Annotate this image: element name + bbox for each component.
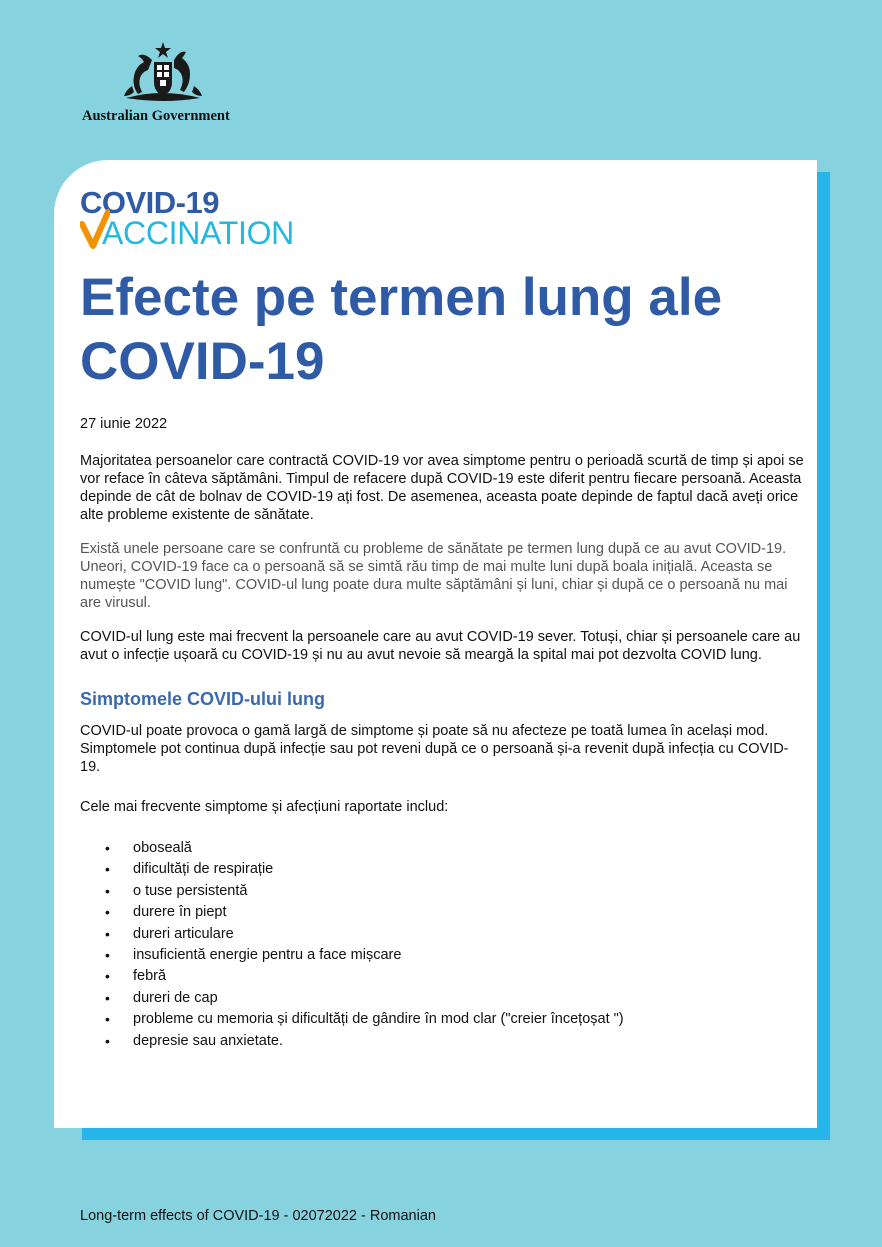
list-item: • dureri articulare: [80, 924, 808, 945]
logo-text-covid: COVID-19: [80, 185, 219, 220]
list-item: • durere în piept: [80, 902, 808, 923]
list-item: • dureri de cap: [80, 988, 808, 1009]
list-item: • insuficientă energie pentru a face mișcare: [80, 945, 808, 966]
page-title: Efecte pe termen lung ale COVID-19: [80, 268, 723, 391]
symptoms-heading: Simptomele COVID-ului lung: [80, 689, 326, 709]
list-item: • dificultăți de respirație: [80, 859, 808, 880]
list-item: • oboseală: [80, 838, 808, 859]
coat-of-arms-icon: [118, 40, 208, 106]
list-item: • febră: [80, 966, 808, 987]
document-body: [80, 416, 808, 1052]
intro-paragraph: Majoritatea persoanelor care contractă COVID-19 vor avea simptome pentru o perioadă scurtă de timp și apoi se vor reface în câteva săptămâni. Timpul de refacere după COVID-19 este diferit pentru fiecare persoană. Aceasta depinde de cât de bolnav de COVID-19 ați fost. De asemenea, aceasta poate depinde de faptul dacă aveți orice alte probleme existente de sănătate.: [80, 453, 804, 523]
logo-text-vaccination: ACCINATION: [102, 215, 294, 251]
list-item: • probleme cu memoria și dificultăți de gândire în mod clar ("creier încețoșat "): [80, 1009, 808, 1030]
list-item: • o tuse persistentă: [80, 881, 808, 902]
covid-vaccination-logo: [80, 186, 320, 252]
long-covid-paragraph: Există unele persoane care se confruntă cu probleme de sănătate pe termen lung după ce au avut COVID-19. Uneori, COVID-19 face ca o persoană să se simtă rău timp de mai multe luni după boala inițială. Aceasta se numește "COVID lung". COVID-ul lung poate dura multe săptămâni și luni, chiar și după ce o persoană nu mai are virusul.: [80, 541, 788, 611]
severity-paragraph: COVID-ul lung este mai frecvent la persoanele care au avut COVID-19 sever. Totuși, chiar și persoanele care au avut o infecție ușoară cu COVID-19 și nu au avut nevoie să meargă la spital mai pot dezvolta COVID lung.: [80, 629, 801, 663]
list-item: • depresie sau anxietate.: [80, 1031, 808, 1052]
symptoms-intro-paragraph: COVID-ul poate provoca o gamă largă de simptome și poate să nu afecteze pe toată lumea în același mod. Simptomele pot continua după infecție sau pot reveni după ce o persoană și-a revenit după infecția cu COVID-19.: [80, 723, 789, 775]
publication-date: 27 iunie 2022: [80, 416, 168, 432]
symptoms-list-intro: Cele mai frecvente simptome și afecțiuni raportate includ:: [80, 799, 449, 815]
symptoms-list: [80, 838, 808, 1052]
government-name: Australian Government: [82, 108, 230, 124]
page-footer: Long-term effects of COVID-19 - 02072022 - Romanian: [80, 1208, 436, 1224]
